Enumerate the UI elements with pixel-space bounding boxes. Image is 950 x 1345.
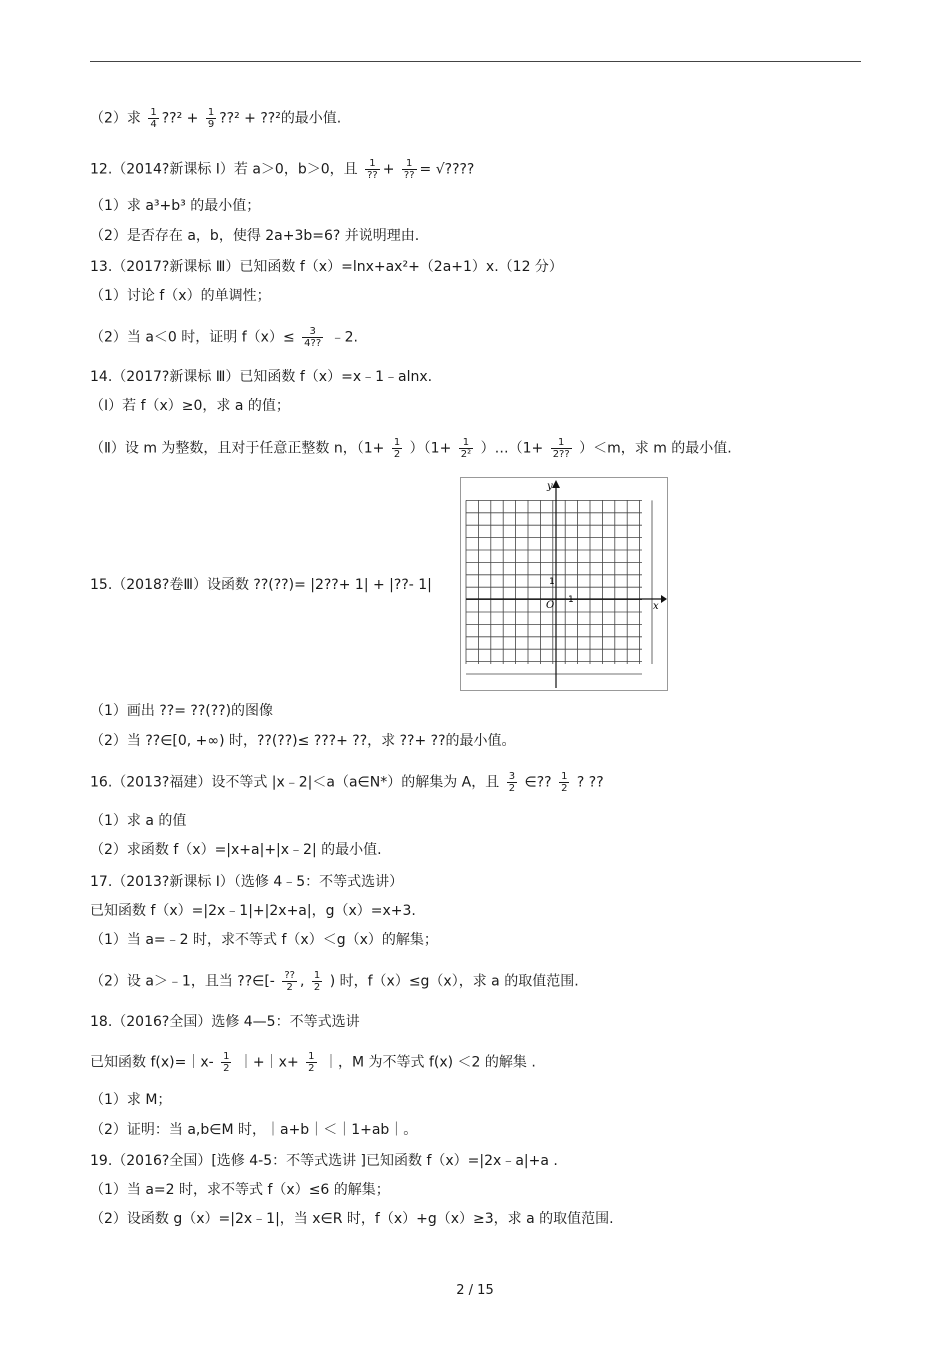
q16-part1: （1）求 a 的值: [90, 813, 187, 829]
q18-given: [90, 1051, 536, 1074]
text: 16.（2013?福建）设不等式 |x﹣2|＜a（a∈N*）的解集为 A，且: [90, 774, 500, 791]
text: ) 时，f（x）≤g（x），求 a 的取值范围.: [329, 973, 579, 990]
fraction: $\frac{1}{4}$: [150, 107, 157, 130]
grid-svg: [461, 478, 667, 690]
q14: 14.（2017?新课标 Ⅲ）已知函数 f（x）=x﹣1﹣alnx.: [90, 369, 433, 385]
fraction: $\frac{1}{2}$: [308, 1051, 315, 1074]
q16: [90, 771, 604, 794]
q17-part2: （2）设 a＞﹣1，且当 ??∈[- $\frac{??}{2}$ , $\frac{1}{2}$ ) 时，f（x）≤g（x），求 a 的取值范围.: [90, 970, 579, 993]
text: （2）设 a＞﹣1，且当 ??∈[-: [90, 973, 275, 990]
text: 的最小值.: [280, 110, 342, 127]
fraction: $\frac{3}{4??}$: [304, 326, 322, 349]
text: ｜，M 为不等式 f(x) ＜2 的解集 .: [323, 1054, 536, 1071]
text: ｜+｜x+: [238, 1054, 299, 1071]
x-one-label: 1: [568, 595, 574, 605]
fraction: $\frac{1}{2}$: [393, 437, 401, 460]
q19-part2: （2）设函数 g（x）=|2x﹣1|，当 x∈R 时，f（x）+g（x）≥3，求 a 的取值范围.: [90, 1211, 614, 1227]
q12: 12.（2014?新课标 Ⅰ）若 a＞0，b＞0，且 $\frac{1}{??}$ + $\frac{1}{??}$ = √????: [90, 158, 475, 181]
coordinate-grid: [460, 477, 668, 691]
q19-part1: （1）当 a=2 时，求不等式 f（x）≤6 的解集；: [90, 1182, 390, 1198]
q13: 13.（2017?新课标 Ⅲ）已知函数 f（x）=lnx+ax²+（2a+1）x.（12 分）: [90, 259, 563, 275]
header-rule: [90, 61, 861, 62]
q13-part1: （1）讨论 f（x）的单调性；: [90, 288, 271, 304]
y-axis-label: y: [547, 481, 553, 492]
text: ）（1+: [409, 440, 452, 457]
fraction: $\frac{3}{2}$: [508, 771, 516, 794]
text: （2）当 a＜0 时，证明 f（x）≤: [90, 329, 295, 346]
fraction: $\frac{1}{2}$: [313, 970, 321, 993]
q17-part1: （1）当 a=﹣2 时，求不等式 f（x）＜g（x）的解集；: [90, 932, 438, 948]
text: ）＜m，求 m 的最小值.: [579, 440, 732, 457]
q15-part1: （1）画出 ??= ??(??)的图像: [90, 703, 274, 719]
q12-part1: （1）求 a³+b³ 的最小值；: [90, 198, 261, 214]
q11-part2: （2）求 $\frac{1}{4}$ ??² + $\frac{1}{9}$ ??² + ??²的最小值.: [90, 107, 342, 130]
page-number: 2 / 15: [456, 1283, 494, 1298]
fraction: $\frac{1}{2??}$: [552, 437, 570, 460]
fraction: $\frac{1}{\text{2²}}$: [460, 437, 472, 460]
text: 12.（2014?新课标 Ⅰ）若 a＞0，b＞0，且: [90, 161, 358, 178]
fraction: $\frac{1}{9}$: [207, 107, 215, 130]
fraction: $\frac{1}{??}$: [367, 158, 378, 181]
text: （Ⅱ）设 m 为整数，且对于任意正整数 n，（1+: [90, 440, 385, 457]
q12-part2: （2）是否存在 a，b，使得 2a+3b=6? 并说明理由.: [90, 228, 420, 244]
text: （2）求: [90, 110, 141, 127]
q16-part2: （2）求函数 f（x）=|x+a|+|x﹣2| 的最小值.: [90, 842, 382, 858]
q14-part2: [90, 437, 732, 460]
fraction: $\frac{1}{2}$: [223, 1051, 230, 1074]
text: ∈??: [524, 774, 552, 791]
text: ）…（1+: [480, 440, 544, 457]
x-axis-label: x: [653, 601, 659, 612]
fraction: $\frac{1}{2}$: [561, 771, 568, 794]
fraction: $\frac{??}{2}$: [284, 970, 295, 993]
q17-given: 已知函数 f（x）=|2x﹣1|+|2x+a|，g（x）=x+3.: [90, 903, 416, 919]
q19: 19.（2016?全国）[选修 4-5：不等式选讲 ]已知函数 f（x）=|2x﹣a|+a .: [90, 1153, 558, 1169]
text: ﹣2.: [330, 329, 358, 346]
q15: 15.（2018?卷Ⅲ）设函数 ??(??)= |2??+ 1| + |??- 1|: [90, 577, 432, 593]
fraction: $\frac{1}{??}$: [403, 158, 415, 181]
text: ? ??: [576, 774, 604, 791]
q18: 18.（2016?全国）选修 4—5：不等式选讲: [90, 1014, 360, 1030]
q17: 17.（2013?新课标 Ⅰ）（选修 4﹣5：不等式选讲）: [90, 874, 404, 890]
origin-label: O: [546, 600, 555, 611]
q18-part1: （1）求 M；: [90, 1092, 172, 1108]
y-one-label: 1: [549, 577, 555, 587]
text: 已知函数 f(x)=｜x-: [90, 1054, 214, 1071]
q15-part2: （2）当 ??∈[0, +∞) 时，??(??)≤ ???+ ??，求 ??+ ??的最小值。: [90, 733, 516, 749]
q14-part1: （Ⅰ）若 f（x）≥0，求 a 的值；: [90, 398, 290, 414]
q13-part2: [90, 326, 358, 349]
q18-part2: （2）证明：当 a,b∈M 时，｜a+b｜＜｜1+ab｜。: [90, 1122, 418, 1138]
